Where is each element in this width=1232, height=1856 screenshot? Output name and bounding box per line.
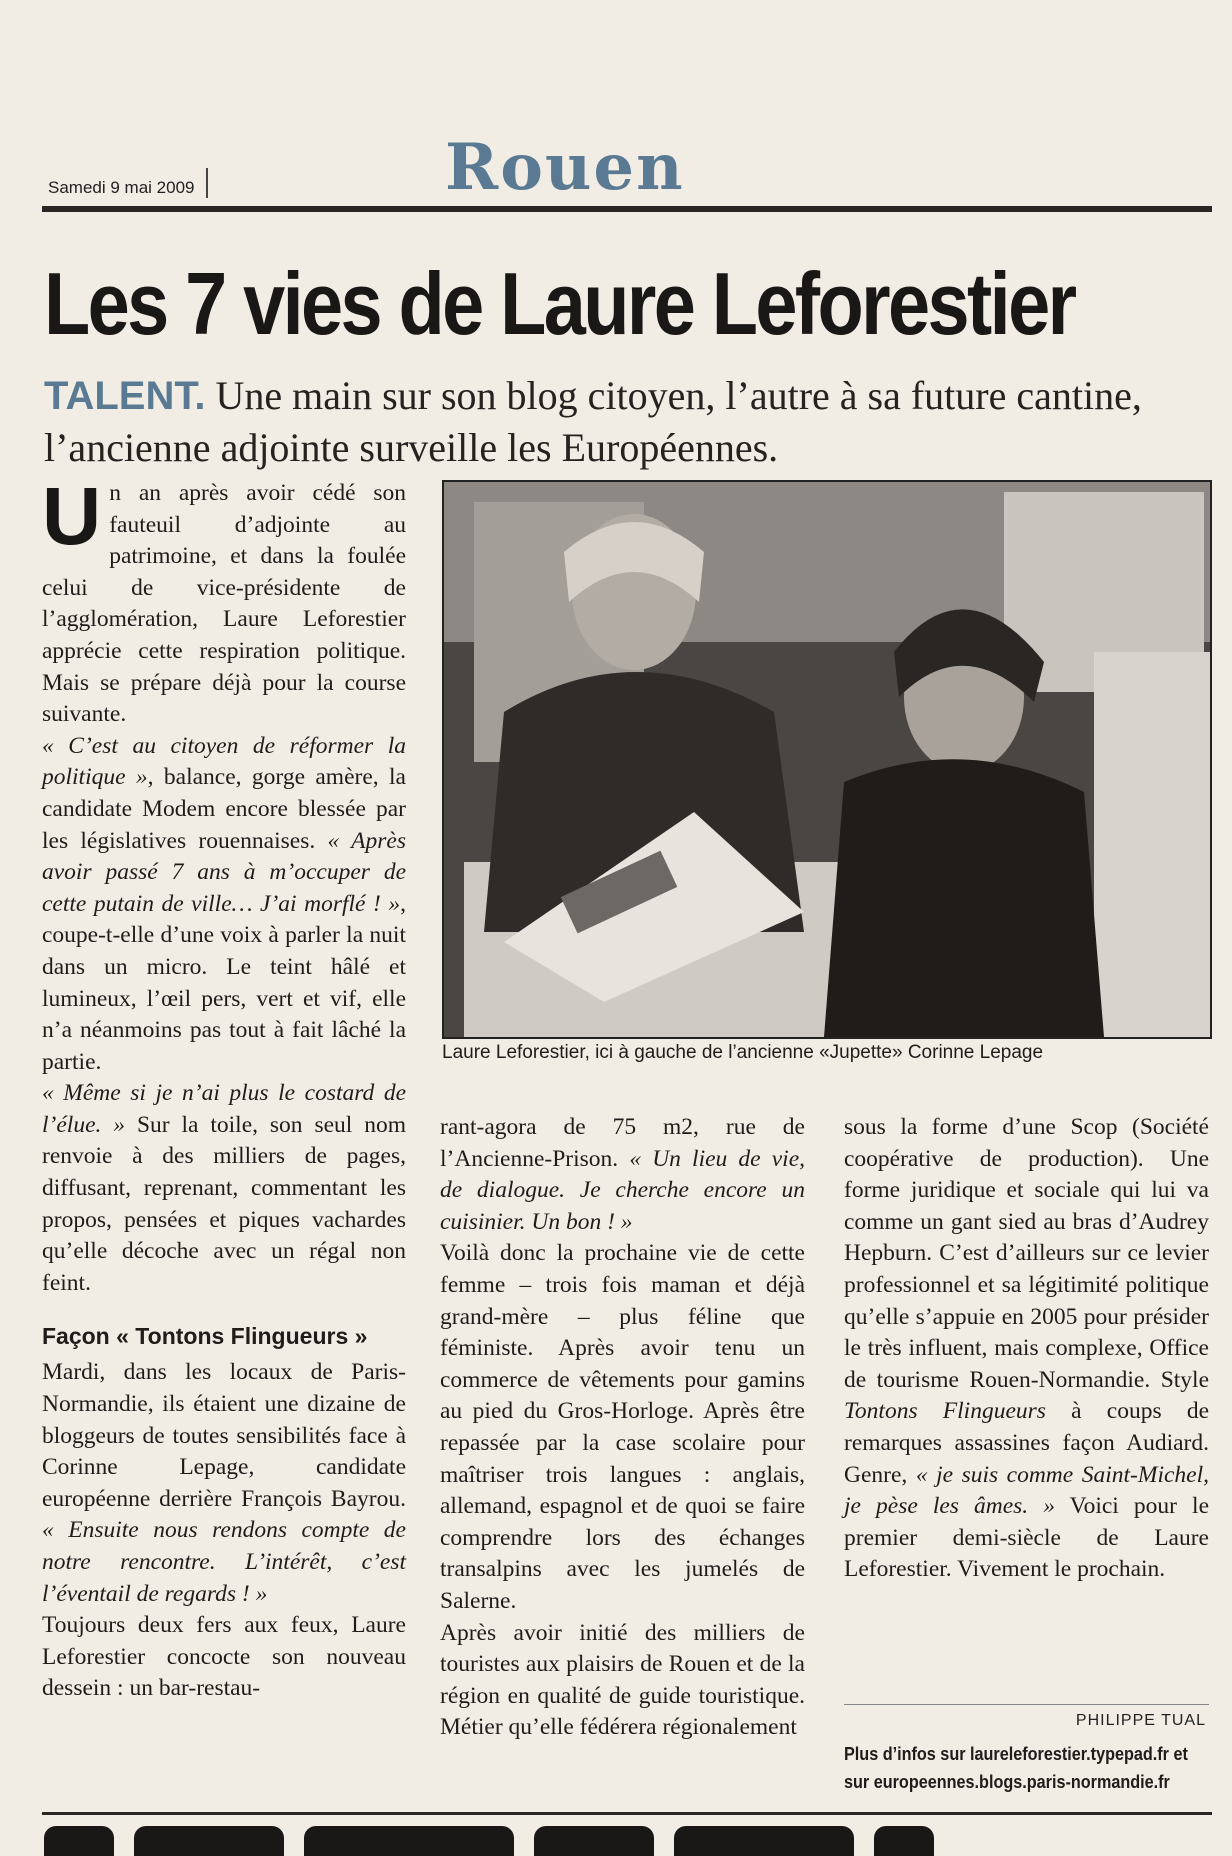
more-info-line: Plus d’infos sur laureleforestier.typepad.fr et bbox=[844, 1744, 1188, 1764]
top-rule bbox=[42, 206, 1212, 212]
quote: « je suis comme Saint-Michel, je pèse les âmes. » bbox=[844, 1461, 1209, 1520]
quote: « C’est au citoyen de réformer la politique » bbox=[42, 732, 406, 791]
paragraph-text: Mardi, dans les locaux de Paris-Normandie, ils étaient une dizaine de bloggeurs de toutes sensibilités face à Corinne Lepage, candidate européenne derrière François Bayrou. bbox=[42, 1359, 406, 1512]
column-2 bbox=[440, 1112, 805, 1744]
paragraph-text: , coupe-t-elle d’une voix à parler la nuit dans un micro. Le teint hâlé et lumineux, l’œil pers, vert et vif, elle n’a néanmoins pas tout à fait lâché la partie. bbox=[42, 890, 406, 1075]
column-3 bbox=[844, 1112, 1209, 1586]
author-rule bbox=[844, 1704, 1209, 1705]
paragraph bbox=[42, 731, 406, 1079]
quote: « Même si je n’ai plus le costard de l’élue. » bbox=[42, 1080, 406, 1138]
publication-date: Samedi 9 mai 2009 bbox=[48, 178, 195, 197]
letter-shape bbox=[134, 1826, 284, 1856]
paragraph-text: sous la forme d’une Scop (Société coopérative de production). Une forme juridique et sociale qui lui va comme un gant sied au bras d’Audrey Hepburn. C’est d’ailleurs sur ce levier professionnel et sa légitimité politique qu’elle s’appuie en 2005 pour présider le très influent, mais complexe, Office de tourisme Rouen-Normandie. Style bbox=[844, 1114, 1209, 1393]
more-info bbox=[844, 1740, 1188, 1796]
paragraph-text: rant-agora de 75 m2, rue de l’Ancienne-Prison. bbox=[440, 1114, 805, 1172]
paragraph-text: n an après avoir cédé son fauteuil d’adjointe au patrimoine, et dans la foulée celui de vice-présidente de l’agglomération, Laure Leforestier apprécie cette respiration politique. Mais se prépare déjà pour la course suivante. bbox=[42, 480, 406, 728]
letter-shape bbox=[534, 1826, 654, 1856]
more-info-line: sur europeennes.blogs.paris-normandie.fr bbox=[844, 1772, 1170, 1792]
paragraph bbox=[42, 471, 406, 731]
paragraph-text: à coups de remarques assassines façon Audiard. Genre, bbox=[844, 1398, 1209, 1488]
next-article-headline-fragment bbox=[44, 1826, 1214, 1856]
kicker: TALENT. bbox=[44, 374, 206, 418]
date-divider bbox=[206, 168, 208, 198]
emphasis: Tontons Flingueurs bbox=[844, 1398, 1046, 1425]
quote: « Ensuite nous rendons compte de notre rencontre. L’intérêt, c’est l’éventail de regards ! » bbox=[42, 1517, 406, 1607]
column-1 bbox=[42, 471, 406, 1705]
paragraph bbox=[440, 1112, 805, 1238]
drop-cap: U bbox=[42, 471, 102, 562]
quote: « Après avoir passé 7 ans à m’occuper de cette putain de ville… J’ai morflé ! » bbox=[42, 827, 406, 917]
paragraph-text: Sur la toile, son seul nom renvoie à des milliers de pages, diffusant, reprenant, commentant les propos, pensées et piques vachardes qu’elle décoche avec un régal non feint. bbox=[42, 1111, 406, 1296]
paragraph bbox=[42, 1078, 406, 1299]
letter-shape bbox=[304, 1826, 514, 1856]
photo-illustration bbox=[444, 482, 1210, 1037]
deck-text: Une main sur son blog citoyen, l’autre à sa future cantine, l’ancienne adjointe surveille les Européennes. bbox=[44, 373, 1142, 470]
paragraph bbox=[844, 1112, 1209, 1586]
paragraph-text: Voici pour le premier demi-siècle de Laure Leforestier. Vivement le prochain. bbox=[844, 1493, 1210, 1583]
paragraph-text: Après avoir initié des milliers de touristes aux plaisirs de Rouen et de la région en qualité de guide touristique. Métier qu’elle fédérera régionalement bbox=[440, 1619, 805, 1741]
headline: Les 7 vies de Laure Leforestier bbox=[44, 254, 1075, 353]
letter-shape bbox=[674, 1826, 854, 1856]
paragraph bbox=[42, 1610, 406, 1705]
author-byline: PHILIPPE TUAL bbox=[1075, 1712, 1206, 1729]
subhead: Façon « Tontons Flingueurs » bbox=[42, 1323, 368, 1350]
letter-shape bbox=[874, 1826, 934, 1856]
paragraph-text: , balance, gorge amère, la candidate Modem encore blessée par les législatives rouennaises. bbox=[42, 764, 406, 854]
paragraph-text: Voilà donc la prochaine vie de cette femme – trois fois maman et déjà grand-mère – plus féline que féministe. Après avoir tenu un commerce de vêtements pour gamins au pied du Gros-Horloge. Après être repassée par la case scolaire pour maîtriser trois langues : anglais, allemand, espagnol et de quoi se faire comprendre lors des échanges transalpins avec les jumelés de Salerne. bbox=[440, 1240, 805, 1614]
quote: « Un lieu de vie, de dialogue. Je cherche encore un cuisinier. Un bon ! » bbox=[440, 1145, 806, 1235]
deck bbox=[44, 370, 1214, 474]
section-title: Rouen bbox=[445, 130, 685, 205]
article-photo bbox=[442, 480, 1212, 1039]
paragraph bbox=[440, 1618, 805, 1744]
photo-caption: Laure Leforestier, ici à gauche de l’ancienne «Jupette» Corinne Lepage bbox=[442, 1042, 1044, 1063]
paragraph bbox=[42, 1357, 406, 1610]
letter-shape bbox=[44, 1826, 114, 1856]
bottom-rule bbox=[42, 1812, 1212, 1815]
paragraph bbox=[440, 1238, 805, 1617]
paragraph-text: Toujours deux fers aux feux, Laure Leforestier concocte son nouveau dessein : un bar-restau- bbox=[42, 1612, 406, 1702]
